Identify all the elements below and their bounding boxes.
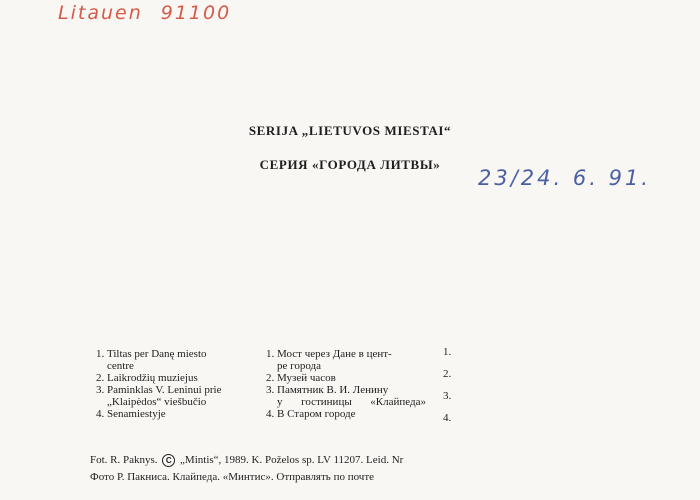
item-text: Музей часов [277,372,336,384]
item-text: Мост через Дане в цент- [277,348,392,360]
item-number: 3. [443,390,452,402]
item-text-continuation: ре города [277,360,322,372]
handwritten-date: 23/24. 6. 91. [478,166,651,190]
item-number: 1. [96,348,105,360]
item-text-continuation: у гостиницы «Клайпеда» [277,396,426,408]
item-text: Tiltas per Danę miesto [107,348,207,360]
item-text: Senamiestyje [107,408,166,420]
item-number: 4. [443,412,452,424]
list-item [266,408,426,420]
list-item [266,372,426,384]
list-item [96,384,276,396]
copyright-mark: C [162,454,175,467]
caption-list-lithuanian [96,348,276,420]
item-number: 4. [96,408,105,420]
item-number: 3. [96,384,105,396]
item-text: Laikrodžių muziejus [107,372,198,384]
item-number: 2. [96,372,105,384]
item-text: Памятник В. И. Ленину [277,384,389,396]
list-item [266,348,426,360]
item-number: 1. [443,346,452,358]
item-number: 4. [266,408,275,420]
item-text: В Старом городе [277,408,356,420]
handwritten-number: 91100 [160,2,232,24]
caption-list-third-column [443,341,451,429]
item-text: Paminklas V. Leninui prie [107,384,222,396]
credit-publisher: „Mintis“, 1989. K. Poželos sp. LV 11207. Leid. Nr [180,454,404,466]
list-item [266,384,426,396]
item-number: 3. [266,384,275,396]
handwritten-word: Litauen [58,2,143,24]
credit-photographer: Fot. R. Paknys. [90,454,158,466]
item-text-continuation: centre [107,360,134,372]
item-number: 2. [443,368,452,380]
series-title-lithuanian: SERIJA „LIETUVOS MIESTAI“ [248,123,452,138]
handwritten-note-top-left [58,2,231,24]
caption-list-russian [266,348,426,420]
credit-line-russian: Фото Р. Пакниса. Клайпеда. «Минтис». Отправлять по почте [90,471,375,483]
item-number: 1. [266,348,275,360]
series-title-russian: СЕРИЯ «ГОРОДА ЛИТВЫ» [259,157,441,172]
list-item [96,372,276,384]
item-text-continuation: „Klaipėdos“ viešbučio [107,396,207,408]
item-number: 2. [266,372,275,384]
list-item [96,408,276,420]
list-item [96,348,276,360]
credit-line-lithuanian [90,454,403,467]
